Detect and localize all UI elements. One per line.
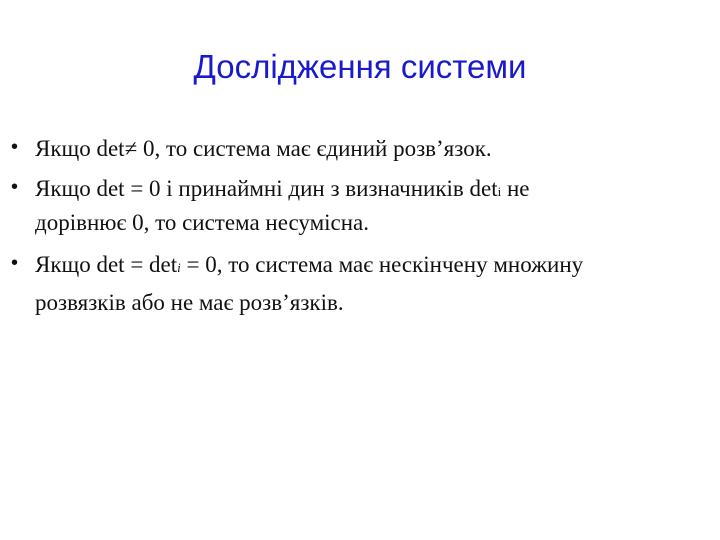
slide-title: Дослідження системи xyxy=(193,48,527,85)
subscript-i: i xyxy=(177,260,181,275)
bullet-text-line xyxy=(35,176,530,202)
bullet-marker: • xyxy=(11,136,19,158)
subscript-i: i xyxy=(497,184,502,199)
bullet-text-line: Якщо det≠ 0, то система має єдиний розв’язок. xyxy=(35,136,492,161)
bullet-text-part: = 0, то система має нескінчену множину xyxy=(180,252,584,277)
bullet-text-part: Якщо det = 0 і принаймні дин з визначників det xyxy=(35,176,498,201)
bullet-marker: • xyxy=(11,252,19,274)
bullet-marker: • xyxy=(11,176,19,198)
bullet-text-line: дорівнює 0, то система несумісна. xyxy=(35,210,370,235)
bullet-text-part: Якщо det = det xyxy=(35,252,178,277)
bullet-text-line: розвязків або не має розв’язків. xyxy=(35,290,344,315)
bullet-text-line xyxy=(35,252,583,278)
bullet-text-part: не xyxy=(501,176,530,201)
